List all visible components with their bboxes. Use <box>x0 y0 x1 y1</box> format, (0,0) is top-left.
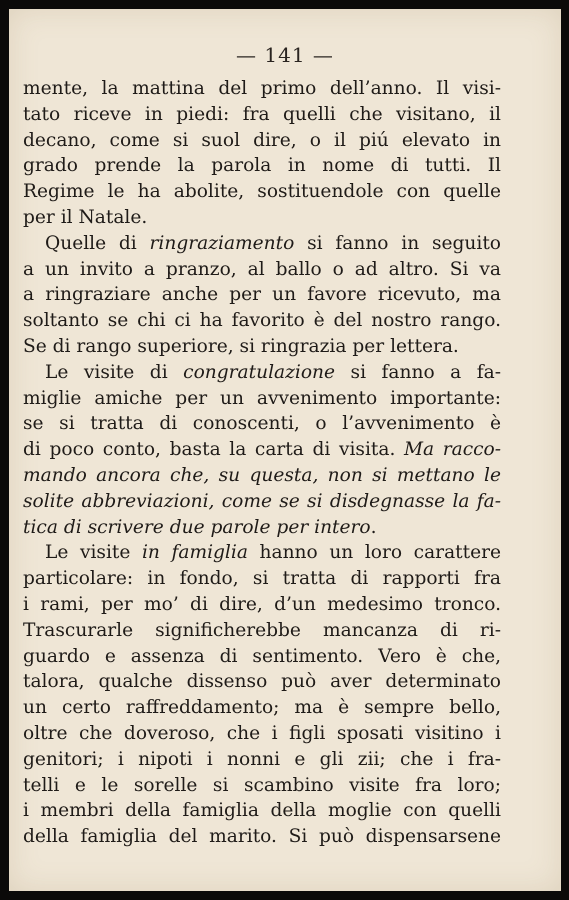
page-number: — 141 — <box>236 43 334 67</box>
text-line <box>23 515 501 541</box>
text-line <box>23 282 501 308</box>
text-run: Regime le ha abolite, sostituendole con quelle <box>23 181 501 203</box>
text-line <box>23 76 501 102</box>
text-line <box>23 644 501 670</box>
text-run: a un invito a pranzo, al ballo o ad altro. Si va <box>23 258 501 280</box>
text-run: Le visite <box>45 542 142 564</box>
text-line <box>23 334 501 360</box>
text-line <box>23 153 501 179</box>
italic-run: tica di scrivere due parole per intero <box>23 516 371 538</box>
text-run: Trascurarle significherebbe mancanza di ri- <box>23 619 501 641</box>
text-line <box>23 592 501 618</box>
text-line <box>23 798 501 824</box>
text-line <box>23 824 501 850</box>
text-line <box>23 773 501 799</box>
text-run: i rami, per mo’ di dire, d’un medesimo tronco. <box>23 593 501 615</box>
text-run: grado prende la parola in nome di tutti. Il <box>23 155 501 177</box>
text-run: oltre che doveroso, che i figli sposati visitino i <box>23 722 501 744</box>
text-line <box>23 463 501 489</box>
book-page <box>9 9 561 891</box>
text-run: a ringraziare anche per un favore ricevuto, ma <box>23 284 501 306</box>
text-line <box>23 411 501 437</box>
text-run: genitori; i nipoti i nonni e gli zii; che i fra- <box>23 748 501 770</box>
text-run: si fanno in seguito <box>294 232 501 254</box>
italic-run: solite abbreviazioni, come se si disdegnasse la fa- <box>23 490 501 512</box>
text-line <box>23 437 501 463</box>
text-run: . <box>370 516 377 538</box>
text-run: mente, la mattina del primo dell’anno. Il visi- <box>23 78 501 99</box>
text-run: i membri della famiglia della moglie con quelli <box>23 800 501 822</box>
text-run: guardo e assenza di sentimento. Vero è che, <box>23 645 501 667</box>
text-run: hanno un loro carattere <box>247 542 501 564</box>
text-line <box>23 128 501 154</box>
text-line <box>23 669 501 695</box>
text-line <box>23 386 501 412</box>
text-run: miglie amiche per un avvenimento importante: <box>23 387 501 409</box>
text-line <box>23 205 501 231</box>
text-run: si fanno a fa- <box>335 361 501 383</box>
text-run: Le visite di <box>45 361 184 383</box>
text-line <box>23 540 501 566</box>
italic-run: mando ancora che, su questa, non si mettano le <box>23 464 501 486</box>
text-run: telli e le sorelle si scambino visite fra loro; <box>23 774 501 796</box>
text-line <box>23 179 501 205</box>
text-run: un certo raffreddamento; ma è sempre bello, <box>23 697 501 719</box>
text-line <box>23 489 501 515</box>
text-run: decano, come si suol dire, o il piú elevato in <box>23 129 501 151</box>
text-run: particolare: in fondo, si tratta di rapporti fra <box>23 568 501 590</box>
text-line <box>23 102 501 128</box>
text-line <box>23 695 501 721</box>
text-run: di poco conto, basta la carta di visita. <box>23 439 404 461</box>
text-line <box>23 721 501 747</box>
text-line <box>23 231 501 257</box>
text-run: tato riceve in piedi: fra quelli che visitano, il <box>23 103 501 125</box>
text-line <box>23 360 501 386</box>
italic-run: ringraziamento <box>149 232 295 254</box>
body-text <box>23 76 501 850</box>
text-run: soltanto se chi ci ha favorito è del nostro rango. <box>23 310 501 332</box>
text-run: talora, qualche dissenso può aver determinato <box>23 671 501 693</box>
text-line <box>23 618 501 644</box>
text-line <box>23 747 501 773</box>
text-line <box>23 308 501 334</box>
text-line <box>23 566 501 592</box>
text-run: se si tratta di conoscenti, o l’avvenimento è <box>23 413 501 435</box>
text-run: per il Natale. <box>23 206 148 228</box>
text-run: della famiglia del marito. Si può dispensarsene <box>23 826 501 848</box>
text-run: Quelle di <box>45 232 150 254</box>
text-run: Se di rango superiore, si ringrazia per lettera. <box>23 335 459 357</box>
text-line <box>23 257 501 283</box>
italic-run: Ma racco- <box>403 439 502 461</box>
italic-run: in famiglia <box>141 542 248 564</box>
italic-run: congratulazione <box>183 361 336 383</box>
